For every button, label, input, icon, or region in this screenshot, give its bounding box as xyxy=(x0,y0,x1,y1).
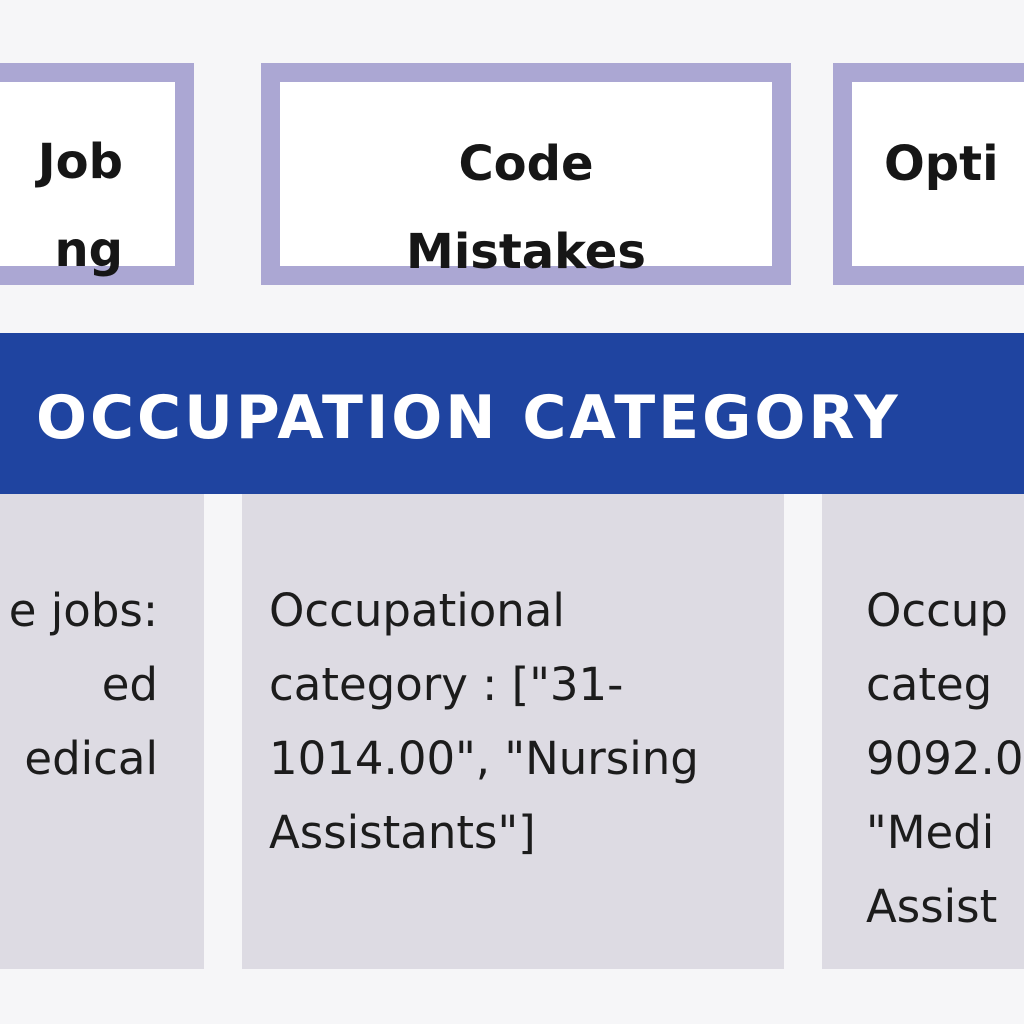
panel-right xyxy=(822,494,1024,969)
panel-left xyxy=(0,494,204,969)
top-box-code-mistakes-label: Code Mistakes xyxy=(406,136,646,280)
top-box-right-label: Opti xyxy=(884,136,999,192)
top-box-code-mistakes xyxy=(261,63,791,285)
top-box-left-label: Job ng xyxy=(37,134,123,278)
occupation-category-banner xyxy=(0,333,1024,494)
panel-right-text: Occup categ 9092.0 "Medi Assist xyxy=(866,584,1024,933)
panel-nursing-assistants-text: Occupational category : ["31- 1014.00", "Nursing Assistants"] xyxy=(269,584,699,859)
panel-left-text: e jobs: ed edical xyxy=(8,584,158,785)
top-box-right xyxy=(833,63,1024,285)
panel-nursing-assistants xyxy=(242,494,784,969)
top-box-left xyxy=(0,63,194,285)
banner-title: OCCUPATION CATEGORY xyxy=(36,383,901,453)
